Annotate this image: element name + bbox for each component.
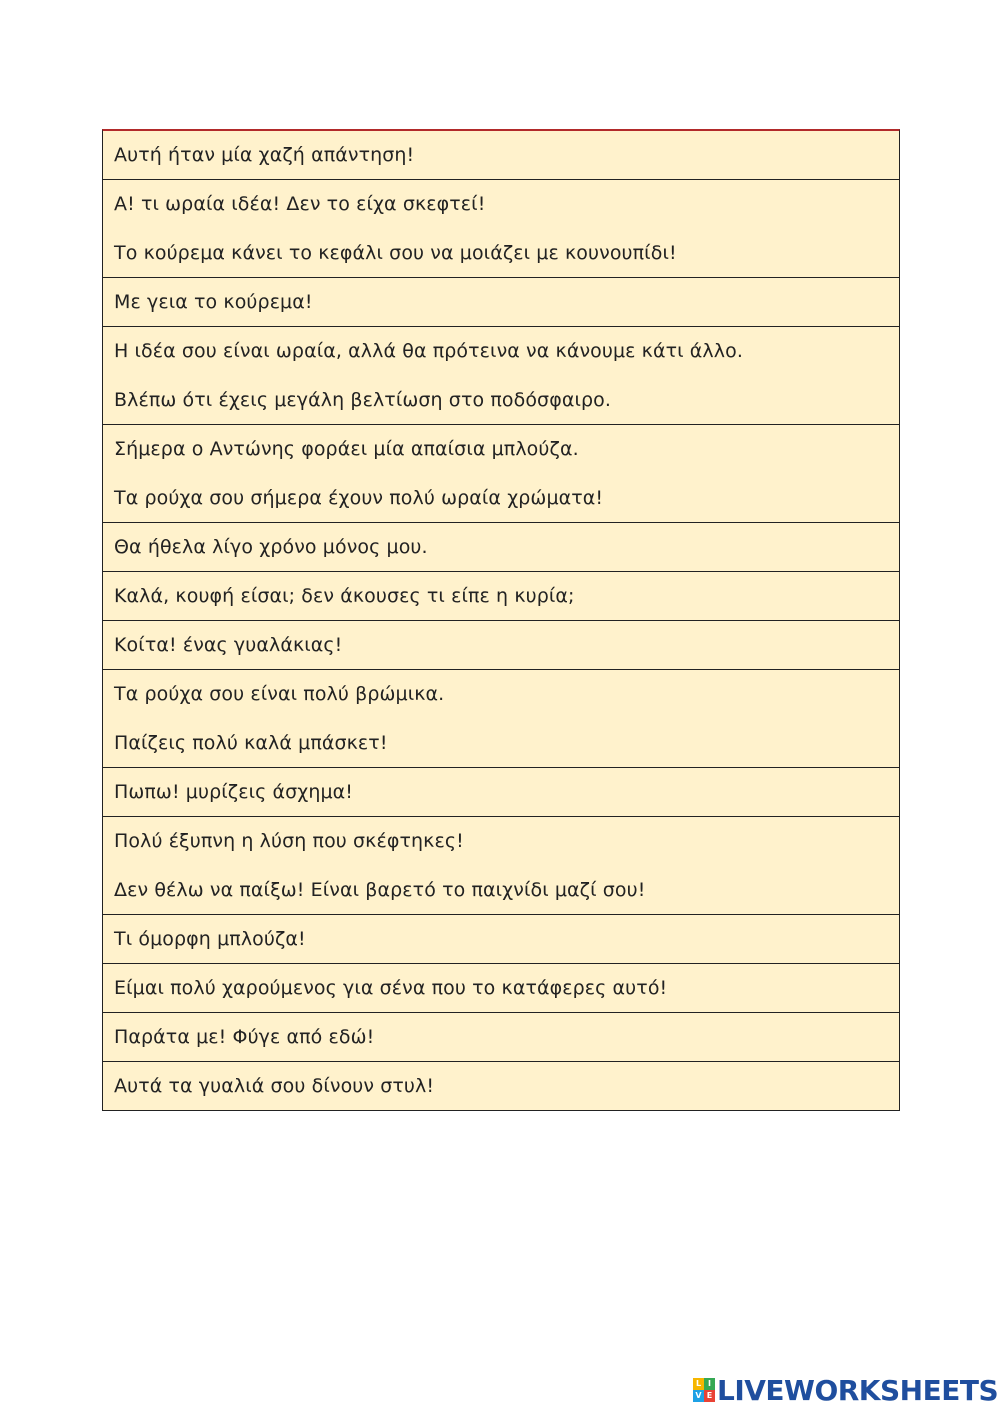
phrase-text: Βλέπω ότι έχεις μεγάλη βελτίωση στο ποδόσφαιρο. [114,389,612,411]
table-row [103,572,899,621]
logo-letter-v: V [693,1390,704,1402]
table-row [103,768,899,817]
phrase-text: Παράτα με! Φύγε από εδώ! [114,1026,375,1048]
phrase-text: Αυτά τα γυαλιά σου δίνουν στυλ! [114,1075,435,1097]
logo-letter-i: I [704,1378,715,1390]
phrase-text: Πολύ έξυπνη η λύση που σκέφτηκες! [114,830,464,852]
phrase-text: Τα ρούχα σου σήμερα έχουν πολύ ωραία χρώματα! [114,487,604,509]
table-row [103,523,899,572]
phrase-text: Παίζεις πολύ καλά μπάσκετ! [114,732,388,754]
logo-letter-e: E [704,1390,715,1402]
phrase-text: Τι όμορφη μπλούζα! [114,928,306,950]
table-row [103,670,899,768]
brand-name: LIVEWORKSHEETS [717,1373,999,1407]
phrase-text: Είμαι πολύ χαρούμενος για σένα που το κατάφερες αυτό! [114,977,668,999]
table-row [103,131,899,180]
table-row [103,1013,899,1062]
table-row [103,915,899,964]
phrase-text: Τα ρούχα σου είναι πολύ βρώμικα. [114,683,445,705]
phrase-text: Α! τι ωραία ιδέα! Δεν το είχα σκεφτεί! [114,193,486,215]
phrase-text: Το κούρεμα κάνει το κεφάλι σου να μοιάζει με κουνουπίδι! [114,242,677,264]
phrase-text: Πωπω! μυρίζεις άσχημα! [114,781,354,803]
phrase-text: Αυτή ήταν μία χαζή απάντηση! [114,144,415,166]
phrase-text: Σήμερα ο Αντώνης φοράει μία απαίσια μπλούζα. [114,438,579,460]
phrase-text: Κοίτα! ένας γυαλάκιας! [114,634,343,656]
table-row [103,964,899,1013]
table-row [103,425,899,523]
logo-letter-l: L [693,1378,704,1390]
phrase-text: Καλά, κουφή είσαι; δεν άκουσες τι είπε η κυρία; [114,585,575,607]
phrase-text: Θα ήθελα λίγο χρόνο μόνος μου. [114,536,428,558]
table-row [103,1062,899,1111]
phrase-text: Η ιδέα σου είναι ωραία, αλλά θα πρότεινα να κάνουμε κάτι άλλο. [114,340,743,362]
table-row [103,817,899,915]
table-row [103,327,899,425]
table-row [103,180,899,278]
liveworksheets-logo-icon [693,1378,715,1402]
table-row [103,621,899,670]
phrases-table [102,129,900,1111]
phrase-text: Με γεια το κούρεμα! [114,291,313,313]
liveworksheets-brand [693,1374,998,1406]
table-row [103,278,899,327]
phrase-text: Δεν θέλω να παίξω! Είναι βαρετό το παιχνίδι μαζί σου! [114,879,646,901]
